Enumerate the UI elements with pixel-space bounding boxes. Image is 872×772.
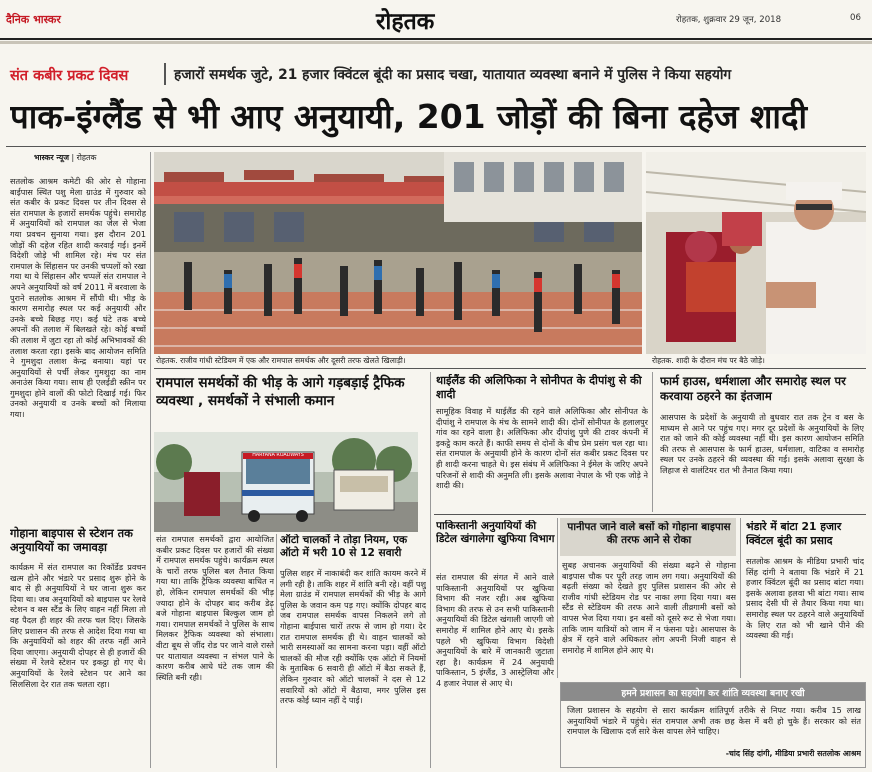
byline-sep: | (71, 153, 75, 162)
wedding-photo (646, 152, 866, 354)
pakistan-heading: पाकिस्तानी अनुयायियों की डिटेल खंगालेगा खुफिया विभाग (436, 520, 555, 545)
main-headline: पाक-इंग्लैंड से भी आए अनुयायी, 201 जोड़ों की बिना दहेज शादी (10, 97, 808, 136)
bhandara-body: सतलोक आश्रम के मीडिया प्रभारी चांद सिंह दांगी ने बताया कि भंडारे में 21 हजार क्विंटल बूंदी का प्रसाद बांटा गया। इसके अलावा हलवा भी बांटा गया। साथ प्रसाद देसी घी से तैयार किया गया था। समारोह स्थल पर ठहरने वाले अनुयायियों के लिए रात को भी खाने पीने की व्यवस्था की गई। (746, 556, 864, 641)
thailand-body: सामूहिक विवाह में थाईलैंड की रहने वाले अलिफिका और सोनीपत के दीपांशु ने रामपाल के मंच के सामने शादी की। दोनों सोनीपत के हलालपुर गांव का रहने वाला है। अलिफिका और दीपांशु पुणे की टावर कंपनी में इकट्ठे काम करते हैं। काफी समय से दोनों के बीच प्रेम प्रसंग चल रहा था। संत रामपाल के अनुयायी होने के कारण दोनों संत कबीर प्रकट दिवस पर ही शादी करना चाहते थे। इस संबंध में अलिफिका ने ईमेल के जरिए अपने परिजनों से शादी की अनुमति ली। इसके अलावा नेपाल के भी एक जोड़े ने शादी की। (436, 406, 648, 491)
quote-attribution: -चांद सिंह दांगी, मीडिया प्रभारी सतलोक आश्रम (725, 749, 861, 758)
stadium-illustration (154, 152, 642, 354)
brand-logo: दैनिक भास्कर (6, 13, 61, 26)
col1-rule (150, 152, 151, 768)
traffic-heading: रामपाल समर्थकों की भीड़ के आगे गड़बड़ाई ट्रैफिक व्यवस्था , समर्थकों ने संभाली कमान (156, 375, 405, 409)
pakistan-body: संत रामपाल की संगत में आने वाले पाकिस्तानी अनुयायियों पर खुफिया विभाग की नजर रही। अब खुफिया विभाग की तरफ से उन सभी पाकिस्तानी अनुयायियों की डिटेल खंगाली जाएगी जो समारोह में शामिल होने आए थे। इसके पहले भी खुफिया विभाग विदेशी अनुयायियों के बारे में जानकारी जुटाता रहा है। कार्यक्रम में 24 अनुयायी पाकिस्तान, 5 इंग्लैंड, 3 आस्ट्रेलिया और 4 हजार नेपाल से आए थे। (436, 572, 554, 688)
kicker-divider (164, 63, 166, 85)
masthead-accent-bar (0, 41, 872, 44)
bus-plate-text: HARYANA ROADWAYS (243, 453, 313, 459)
col-bus-rule (740, 518, 741, 678)
buses-heading: पानीपत जाने वाले बसों को गोहाना बाइपास की तरफ आने से रोका (567, 521, 731, 546)
col-traffic-rule (276, 534, 277, 768)
lead-story-body: सतलोक आश्रम कमेटी की ओर से गोहाना बाईपास स्थित पशु मेला ग्राउंड में गुरुवार को संत कबीर के प्रकट दिवस पर तीन दिवस से संत रामपाल के हजारों समर्थक पहुंचे। समारोह में अनुयायियों को रामपाल का जेल से भेजा गया प्रवचन सुनाया गया। इस दौरान 201 जोड़ों की दहेज रहित शादी करवाई गई। इनमें विदेशी जोड़े भी शामिल रहे। मंच पर संत रामपाल के सिंहासन पर उनकी चप्पलों को रखा गया था ये सिंहासन और चप्पलें संत रामपाल ने अपने अनुयायियों को वर्ष 2011 में बरवाला के पुराने सतलोक आश्रम में सौंपी थी। भीड़ के कारण समारोह स्थल पर कई अनुयायी और उनके बच्चे बिछड़ गए। कई घंटे तक बच्चे अपनों की तलाश में बिलखते रहे। कोई बच्चों की तलाश में जुटा रहा तो कोई अभिभावकों की तलाश करता रहा। इसके बाद आयोजन समिति ने गुमशुदा तलाश केन्द्र बनाया। यहां पर अनुयायियों से पर्ची लेकर गुमशुदा का नाम अनाउंस किया गया। साथ ही एलईडी स्क्रीन पर गुमशुदा होने वालों की फोटो दिखाई गई। फिर उनको अनुयायी व उनके बच्चों को मिलाया गया। (10, 176, 146, 420)
farmhouse-heading: फार्म हाउस, धर्मशाला और समारोह स्थल पर करवाया ठहरने का इंतजाम (660, 374, 846, 403)
auto-body: पुलिस शहर में नाकाबंदी कर शांति कायम करने में लगी रही है। ताकि शहर में शांति बनी रहे। वहीं पशु मेला ग्राउंड में रामपाल समर्थकों की भीड़ के आगे पुलिस के जवान कम पड़ गए। क्योंकि दोपहर बाद जब रामपाल समर्थक वापस निकलने लगे तो गोहाना बाईपास चारों तरफ से जाम हो गया। देर रात रामपाल समर्थक ही थे। वाहन चालकों को भारी समस्याओं का सामना करना पड़ा। वहीं ऑटो चालकों की मौज रही क्योंकि एक ऑटो में नियमों के मुताबिक 6 सवारी ही ऑटो में बैठा सकते हैं, लेकिन गुरुवार को ऑटो चालकों ने दस से 12 सवारियों को ऑटो में बैठाया, मगर पुलिस इस तरफ कोई ध्यान नहीं दे पाई। (280, 568, 426, 706)
traffic-body: संत रामपाल समर्थकों द्वारा आयोजित कबीर प्रकट दिवस पर हजारों की संख्या में रामपाल समर्थक पहुंचे। कार्यक्रम स्थल के चारों तरफ पुलिस बल तैनात किया गया था। ताकि ट्रैफिक व्यवस्था बाधित न हो, लेकिन रामपाल समर्थकों की भीड़ ज्यादा होने के दोपहर बाद करीब डेढ़ बजे गोहाना बाइपास बिल्कुल जाम हो गया। रामपाल समर्थकों ने पुलिस के साथ मिलकर ट्रैफिक व्यवस्था को संभाला। वीटा बूथ से जींद रोड पर जाने वाले रास्ते पर यातायात व्यवस्था न संभल पाने के कारण करीब आधे घंटे तक जाम की स्थिति बनी रही। (156, 534, 274, 682)
byline-source: भास्कर न्यूज (34, 153, 70, 162)
byline (34, 153, 96, 163)
stadium-photo (154, 152, 642, 354)
quote-box (560, 682, 866, 768)
masthead (0, 0, 872, 40)
col-mid-rule (430, 372, 431, 768)
byline-place: रोहतक (76, 153, 97, 162)
thailand-heading: थाईलैंड की अलिफिका ने सोनीपत के दीपांशु से की शादी (436, 374, 642, 401)
farmhouse-body: आसपास के प्रदेशों के अनुयायी तो बुधवार रात तक ट्रेन व बस के माध्यम से आने पर पहुंच गए। मगर दूर प्रदेशों के अनुयायियों के लिए रात को जाने की कोई व्यवस्था नहीं थी। इस कारण आयोजन समिति की तरफ से आसपास के फार्म हाउस, धर्मशाला, वाटिका व समारोह स्थल पर उनके ठहरने की व्यवस्था की गई। इसके अलावा सुरक्षा के लिहाज से वालंटियर रात भी तैनात किया गया। (660, 412, 864, 475)
quote-heading: हमने प्रशासन का सहयोग कर शांति व्यवस्था बनाए रखी (621, 688, 805, 699)
wedding-illustration (646, 152, 866, 354)
auto-heading: ऑटो चालकों ने तोड़ा नियम, एक ऑटो में भरी 10 से 12 सवारी (280, 534, 408, 559)
gohana-heading: गोहाना बाइपास से स्टेशन तक अनुयायियों का जमावड़ा (10, 526, 133, 554)
col-pak-rule (557, 518, 558, 678)
bus-illustration (154, 432, 418, 532)
page-number: 06 (850, 13, 861, 23)
quote-body: जिला प्रशासन के सहयोग से सारा कार्यक्रम शांतिपूर्ण तरीके से निपट गया। करीब 15 लाख अनुयायियों भंडारे में पहुंचे। संत रामपाल अभी तक छह केस में बरी हो चुके हैं। सरकार को संत रामपाल के खिलाफ दर्ज सारे केस वापस लेने चाहिए। (567, 705, 861, 737)
headline-rule (6, 146, 866, 147)
dateline: रोहतक, शुक्रवार 29 जून, 2018 (676, 15, 782, 25)
stadium-caption: रोहतक. राजीव गांधी स्टेडियम में एक और रामपाल समर्थक और दूसरी तरफ खेलते खिलाड़ी। (156, 356, 406, 365)
mid-horizontal-rule (434, 514, 866, 515)
city-title: रोहतक (376, 8, 435, 35)
wedding-caption: रोहतक. शादी के दौरान मंच पर बैठे जोड़े। (652, 356, 765, 365)
bus-photo (154, 432, 418, 532)
col-thai-rule (652, 372, 653, 512)
bhandara-heading: भंडारे में बांटा 21 हजार क्विंटल बूंदी का प्रसाद (746, 520, 842, 547)
kicker-bar (6, 61, 866, 87)
gohana-body: कार्यक्रम में संत रामपाल का रिकॉर्डेड प्रवचन खत्म होने और भंडारे पर प्रसाद शुरू होने के बाद से ही अनुयायियों ने घर जाना शुरू कर दिया था। जब अनुयायियों को बाइपास पर रेलवे स्टेशन व बस स्टैंड के लिए वाहन नहीं मिला तो वह पैदल ही शहर की तरफ चल दिए। जिसके लिए प्रशासन की तरफ से आदेश दिया गया था कि अनुयायियों को शहर की तरफ नहीं आने दिया जाएगा। अनुयायी दोपहर से ही हजारों की संख्या में रेलवे स्टेशन पर इकट्ठा हो गए थे। अनुयायियों के रेलवे स्टेशन पर आने का सिलसिला देर रात तक चलता रहा। (10, 562, 146, 689)
kicker-tag: संत कबीर प्रकट दिवस (10, 68, 129, 84)
kicker-text: हजारों समर्थक जुटे, 21 हजार क्विंटल बूंदी का प्रसाद चखा, यातायात व्यवस्था बनाने में पुलिस ने किया सहयोग (174, 67, 732, 83)
buses-body: सुबह अचानक अनुयायियों की संख्या बढ़ने से गोहाना बाइपास चौक पर पूरी तरह जाम लग गया। अनुयायियों की बढ़ती संख्या को देखते हुए पुलिस प्रशासन की ओर से राजीव गांधी स्टेडियम रोड पर नाका लगा दिया गया। बस स्टैंड से स्टेडियम की तरफ आने वाली तीव्रगामी बसों को वापस भेज दिया गया। इन बसों को दूसरे रूट से भेजा गया। ताकि जाम यात्रियों को जाम में न फंसना पड़े। आसपास के क्षेत्र में रहने वाले अधिकतर लोग अपनी निजी वाहन से समारोह में शामिल होने आए थे। (562, 560, 736, 655)
photo-bottom-rule (154, 368, 866, 369)
